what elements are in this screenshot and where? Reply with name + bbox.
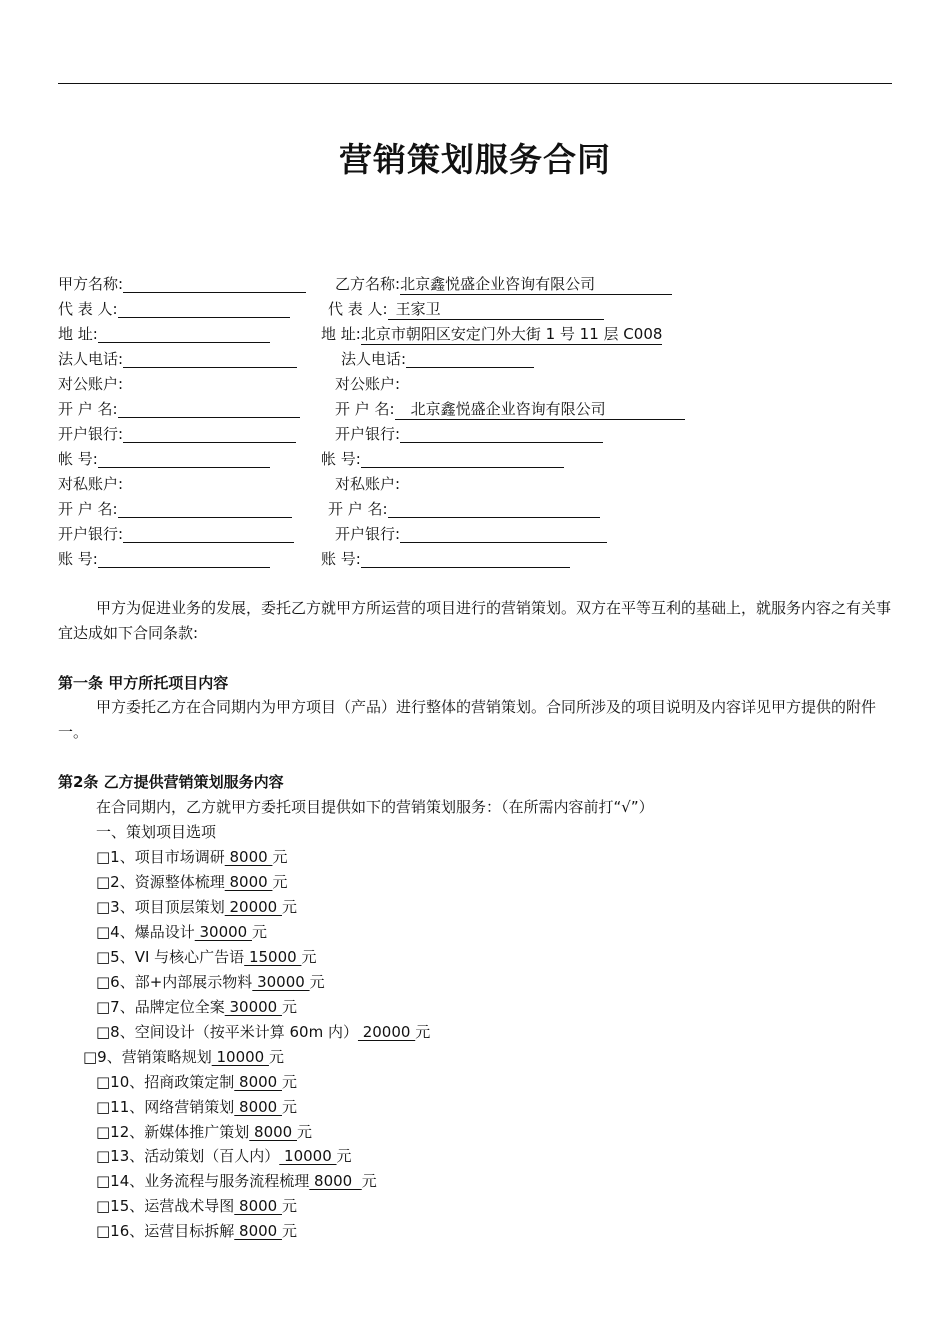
party-b-priv-holder-field[interactable] <box>388 499 600 518</box>
option-unit: 元 <box>281 1098 297 1116</box>
service-option-16[interactable] <box>96 1219 297 1243</box>
option-label: □13、活动策划（百人内） <box>96 1147 280 1165</box>
option-unit: 元 <box>336 1147 352 1165</box>
party-a-priv-acct-row <box>58 472 123 496</box>
service-option-2[interactable] <box>96 870 287 894</box>
option-price: 30000 <box>224 998 282 1016</box>
option-price: 8000 <box>224 873 273 891</box>
party-a-corp-holder-row <box>58 397 300 421</box>
document-title: 营销策划服务合同 <box>339 140 611 179</box>
option-price: 8000 <box>234 1197 282 1215</box>
party-a-rep-field[interactable] <box>118 299 290 318</box>
service-option-9[interactable] <box>83 1045 284 1069</box>
party-b-name-value[interactable]: 北京鑫悦盛企业咨询有限公司 <box>400 274 672 295</box>
option-price: 8000 <box>224 848 273 866</box>
party-a-corp-no-label: 帐 号: <box>58 450 98 468</box>
party-b-corp-no-label: 帐 号: <box>321 450 361 468</box>
party-b-priv-holder-row <box>328 497 600 521</box>
intro-paragraph: 甲方为促进业务的发展，委托乙方就甲方所运营的项目进行的营销策划。双方在平等互利的基础上，就服务内容之有关事宜达成如下合同条款: <box>58 599 892 642</box>
party-a-priv-acct-label: 对私账户: <box>58 475 124 493</box>
party-a-phone-row <box>58 347 297 371</box>
option-label: □8、空间设计（按平米计算 60m 内） <box>96 1023 358 1041</box>
option-price: 8000 <box>234 1073 282 1091</box>
party-b-phone-label: 法人电话: <box>341 350 407 368</box>
party-a-priv-no-row <box>58 547 270 571</box>
party-b-corp-bank-field[interactable] <box>400 424 603 443</box>
service-option-10[interactable] <box>96 1070 297 1094</box>
option-label: □3、项目顶层策划 <box>96 898 225 916</box>
party-b-corp-holder-label: 开 户 名: <box>335 400 395 418</box>
party-b-rep-value[interactable]: 王家卫 <box>388 299 604 320</box>
option-price: 10000 <box>279 1147 337 1165</box>
article2-heading: 第2条 乙方提供营销策划服务内容 <box>58 773 284 791</box>
party-a-priv-bank-field[interactable] <box>123 524 294 543</box>
option-unit: 元 <box>281 1073 297 1091</box>
party-b-priv-no-row <box>321 547 570 571</box>
option-unit: 元 <box>281 1222 297 1240</box>
option-label: □15、运营战术导图 <box>96 1197 235 1215</box>
option-label: □1、项目市场调研 <box>96 848 225 866</box>
party-b-corp-no-field[interactable] <box>361 449 564 468</box>
option-label: □10、招商政策定制 <box>96 1073 235 1091</box>
option-label: □9、营销策略规划 <box>83 1048 212 1066</box>
option-price: 20000 <box>224 898 282 916</box>
option-label: □14、业务流程与服务流程梳理 <box>96 1172 310 1190</box>
option-unit: 元 <box>309 973 325 991</box>
party-b-priv-acct-label: 对私账户: <box>335 475 401 493</box>
party-a-name-row <box>58 272 306 296</box>
option-price: 8000 <box>234 1098 282 1116</box>
party-a-addr-field[interactable] <box>98 324 270 343</box>
option-label: □2、资源整体梳理 <box>96 873 225 891</box>
service-option-1[interactable] <box>96 845 287 869</box>
option-unit: 元 <box>281 898 297 916</box>
option-price: 30000 <box>194 923 252 941</box>
top-rule <box>58 83 892 84</box>
party-b-priv-bank-field[interactable] <box>400 524 607 543</box>
party-b-priv-holder-label: 开 户 名: <box>328 500 388 518</box>
option-price: 10000 <box>211 1048 269 1066</box>
service-option-4[interactable] <box>96 920 267 944</box>
party-a-rep-label: 代 表 人: <box>58 300 118 318</box>
party-a-phone-field[interactable] <box>123 349 297 368</box>
party-b-priv-no-label: 账 号: <box>321 550 361 568</box>
party-a-corp-acct-row <box>58 372 123 396</box>
service-option-3[interactable] <box>96 895 297 919</box>
party-a-corp-holder-label: 开 户 名: <box>58 400 118 418</box>
party-b-corp-bank-label: 开户银行: <box>335 425 401 443</box>
party-b-rep-label: 代 表 人: <box>328 300 388 318</box>
service-option-11[interactable] <box>96 1095 297 1119</box>
option-unit: 元 <box>272 848 288 866</box>
article2-intro: 在合同期内，乙方就甲方委托项目提供如下的营销策划服务：（在所需内容前打“√”） <box>96 798 654 816</box>
article2-section-title: 一、策划项目选项 <box>96 823 217 841</box>
party-a-addr-label: 地 址: <box>58 325 98 343</box>
party-b-corp-bank-row <box>335 422 603 446</box>
party-b-addr-label: 地 址: <box>321 325 361 343</box>
service-option-14[interactable] <box>96 1169 377 1193</box>
option-label: □11、网络营销策划 <box>96 1098 235 1116</box>
option-label: □5、VI 与核心广告语 <box>96 948 245 966</box>
service-option-15[interactable] <box>96 1194 297 1218</box>
party-b-name-row <box>335 272 672 296</box>
option-label: □12、新媒体推广策划 <box>96 1123 250 1141</box>
party-b-corp-acct-label: 对公账户: <box>335 375 401 393</box>
party-a-phone-label: 法人电话: <box>58 350 124 368</box>
option-price: 20000 <box>357 1023 416 1041</box>
party-b-rep-row <box>328 297 604 321</box>
party-a-priv-no-label: 账 号: <box>58 550 98 568</box>
party-b-corp-holder-row <box>335 397 685 421</box>
party-b-phone-row <box>341 347 534 371</box>
party-a-priv-bank-label: 开户银行: <box>58 525 124 543</box>
party-a-rep-row <box>58 297 290 321</box>
option-label: □4、爆品设计 <box>96 923 195 941</box>
party-a-name-label: 甲方名称: <box>58 275 124 293</box>
service-option-12[interactable] <box>96 1120 312 1144</box>
party-b-name-label: 乙方名称: <box>335 275 401 293</box>
option-label: □16、运营目标拆解 <box>96 1222 235 1240</box>
party-b-corp-no-row <box>321 447 564 471</box>
service-option-13[interactable] <box>96 1144 352 1168</box>
party-b-addr-row <box>321 322 662 346</box>
party-b-priv-no-field[interactable] <box>361 549 570 568</box>
party-a-corp-bank-label: 开户银行: <box>58 425 124 443</box>
option-unit: 元 <box>281 1197 297 1215</box>
party-a-priv-holder-label: 开 户 名: <box>58 500 118 518</box>
service-option-8[interactable] <box>96 1020 430 1044</box>
option-price: 15000 <box>244 948 302 966</box>
option-unit: 元 <box>361 1172 377 1190</box>
option-price: 8000 <box>309 1172 362 1190</box>
option-unit: 元 <box>301 948 317 966</box>
party-a-corp-acct-label: 对公账户: <box>58 375 124 393</box>
party-a-corp-holder-field[interactable] <box>118 399 300 418</box>
party-a-addr-row <box>58 322 270 346</box>
party-a-priv-holder-field[interactable] <box>118 499 292 518</box>
party-a-corp-no-row <box>58 447 270 471</box>
option-unit: 元 <box>415 1023 431 1041</box>
party-b-addr-value[interactable]: 北京市朝阳区安定门外大街 1 号 11 层 C008 <box>360 325 663 343</box>
party-b-corp-acct-row <box>335 372 400 396</box>
party-a-priv-bank-row <box>58 522 294 546</box>
party-a-corp-bank-field[interactable] <box>123 424 296 443</box>
option-unit: 元 <box>272 873 288 891</box>
option-price: 30000 <box>252 973 310 991</box>
article1-heading: 第一条 甲方所托项目内容 <box>58 674 229 692</box>
party-b-priv-bank-label: 开户银行: <box>335 525 401 543</box>
party-b-corp-holder-value[interactable]: 北京鑫悦盛企业咨询有限公司 <box>395 399 685 420</box>
service-option-7[interactable] <box>96 995 297 1019</box>
option-unit: 元 <box>296 1123 312 1141</box>
party-a-priv-no-field[interactable] <box>98 549 270 568</box>
option-price: 8000 <box>234 1222 282 1240</box>
option-unit: 元 <box>268 1048 284 1066</box>
option-price: 8000 <box>249 1123 297 1141</box>
party-b-phone-field[interactable] <box>406 349 534 368</box>
option-unit: 元 <box>251 923 267 941</box>
article1-body: 甲方委托乙方在合同期内为甲方项目（产品）进行整体的营销策划。合同所涉及的项目说明及内容详见甲方提供的附件一。 <box>58 698 877 741</box>
party-b-priv-bank-row <box>335 522 607 546</box>
party-a-corp-no-field[interactable] <box>98 449 270 468</box>
option-unit: 元 <box>281 998 297 1016</box>
party-b-priv-acct-row <box>335 472 400 496</box>
service-option-6[interactable] <box>96 970 325 994</box>
party-a-priv-holder-row <box>58 497 292 521</box>
service-option-5[interactable] <box>96 945 316 969</box>
party-a-name-field[interactable] <box>123 274 306 293</box>
option-label: □7、品牌定位全案 <box>96 998 225 1016</box>
option-label: □6、部+内部展示物料 <box>96 973 253 991</box>
party-a-corp-bank-row <box>58 422 296 446</box>
